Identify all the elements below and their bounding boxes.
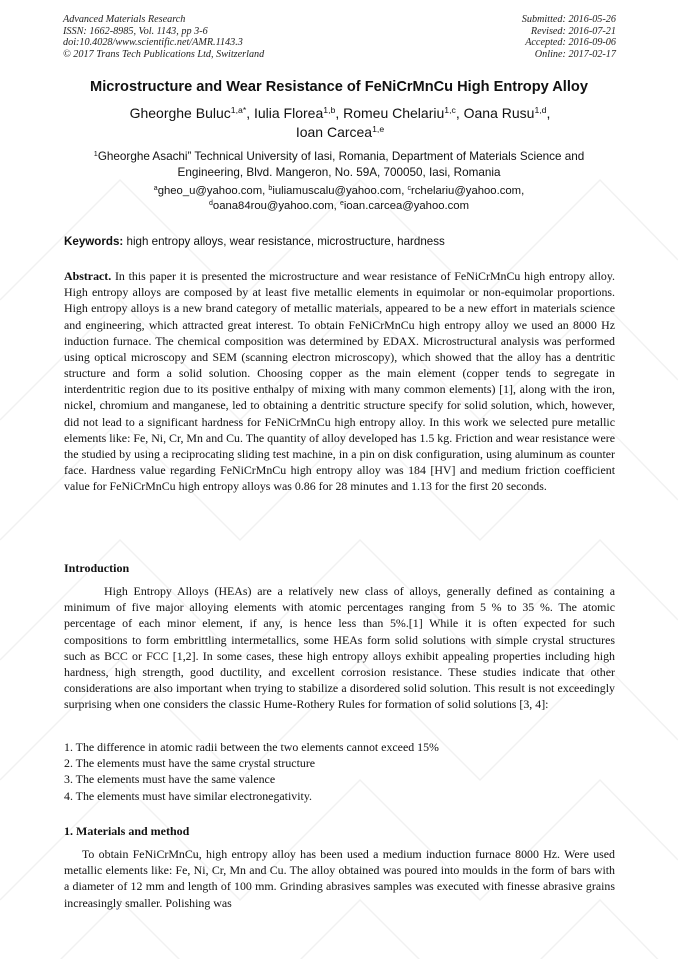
author: Iulia Florea$^{1,b}$, — [253, 105, 344, 121]
list-item: 4. The elements must have similar electronegativity. — [64, 788, 312, 803]
email-link[interactable]: $^e$ioan.carcea@yahoo.com — [339, 199, 469, 212]
keywords-text: high entropy alloys, wear resistance, microstructure, hardness — [126, 235, 445, 248]
email-link[interactable]: $^c$rchelariu@yahoo.com — [407, 185, 522, 197]
section-heading-materials-method: 1. Materials and method — [64, 824, 190, 838]
section-heading-introduction: Introduction — [64, 561, 130, 575]
author: Oana Rusu$^{1,d}$, — [463, 105, 551, 121]
keywords-label: Keywords: — [64, 235, 124, 248]
accepted-date: Accepted: 2016-09-06 — [525, 37, 616, 49]
materials-method-paragraph: To obtain FeNiCrMnCu, high entropy alloy has been used a medium induction furnace 8000 Hz. Were used metallic elements like: Fe, Ni, Cr, Mn and Cu. The alloy obtained was poured into moulds in the form of bars with a diameter of 12 mm and length of 100 mm. Grinding abrasives samples was executed with finesse abrasive grains increasingly smaller. Polishing was — [64, 847, 615, 910]
paper-title: Microstructure and Wear Resistance of FeNiCrMnCu High Entropy Alloy — [90, 79, 588, 95]
publication-dates — [522, 14, 616, 60]
author: Romeu Chelariu$^{1,c}$, — [343, 105, 464, 121]
revised-date: Revised: 2016-07-21 — [530, 25, 616, 37]
author: Ioan Carcea$^{1,e}$ — [295, 124, 385, 140]
author-list — [60, 104, 620, 142]
email-link[interactable]: $^b$iuliamuscalu@yahoo.com — [268, 185, 402, 197]
journal-info — [63, 14, 264, 60]
copyright-line: © 2017 Trans Tech Publications Ltd, Switzerland — [63, 48, 265, 60]
email-link[interactable]: $^a$gheo_u@yahoo.com — [153, 185, 263, 197]
journal-name: Advanced Materials Research — [63, 14, 186, 25]
online-date: Online: 2017-02-17 — [534, 48, 616, 60]
affiliation: $^1$Gheorghe Asachi” Technical University of Iasi, Romania, Department of Materials Science and Engineering, Blvd. Mangeron, No. 59A, 700050, Iasi, Romania — [93, 149, 585, 179]
doi-line: doi:10.4028/www.scientific.net/AMR.1143.3 — [63, 37, 243, 49]
hume-rothery-rules — [64, 739, 615, 804]
abstract-text: In this paper it is presented the microstructure and wear resistance of FeNiCrMnCu high entropy alloy. High entropy alloys are composed by at least five metallic elements in equimolar or non-equimolar proportions. High entropy alloys is a new brand category of metallic materials, appeared to be a new effort in materials science and engineering, which attracted great interest. To obtain FeNiCrMnCu high entropy alloy we used an 8000 Hz induction furnace. The chemical composition was determined by EDAX. Microstructural analysis was performed using optical microscopy and SEM (scanning electron microscopy), which showed that the alloy has a dentritic structure and form a solid solution. Choosing copper as the main element (copper tends to segregate in interdentritic region due to its positive enthalpy of mixing with many common elements) [1], along with the iron, nickel, chromium and manganese, led to obtaining a dentritic structure specify for solid solution, which, however, did not lead to a significant hardness for FeNiCrMnCu high entropy alloy. In this work we selected pure metallic elements like: Fe, Ni, Cr, Mn and Cu. The quantity of alloy developed has 1.5 kg. Friction and wear resistance were the studied by using a reciprocating sliding test machine, in a pin on disk configuration, using aluminum as counter face. Hardness value regarding FeNiCrMnCu high entropy alloy was 184 [HV] and medium friction coefficient value for FeNiCrMnCu high entropy alloys was 0.86 for 28 minutes and 1.13 for the first 20 seconds. — [64, 269, 615, 494]
abstract-label: Abstract. — [64, 269, 112, 283]
introduction-paragraph: High Entropy Alloys (HEAs) are a relatively new class of alloys, generally defined as containing a minimum of five major alloying elements with atomic percentages ranging from 5 % to 35 %. The atomic percentage of each minor element, if any, is hence less than 5%.[1] While it is often expected for such compositions to form embrittling intermetallics, some HEAs form solid solutions with simple crystal structures such as BCC or FCC [1,2]. In some cases, these high entropy alloys exhibit appealing properties including high hardness, high strength, good ductility, and excellent corrosion resistance. These studies indicate that other considerations are also important when trying to stabilize a disordered solid solution. This result is not exceedingly surprising when one considers the classic Hume-Rothery Rules for formation of solid solutions [3, 4]: — [64, 584, 615, 712]
list-item: 2. The elements must have the same crystal structure — [64, 756, 316, 771]
abstract — [64, 268, 615, 494]
list-item: 3. The elements must have the same valence — [64, 772, 276, 787]
email-link[interactable]: $^d$oana84rou@yahoo.com — [209, 199, 334, 212]
author-emails: $^a$gheo_u@yahoo.com, $^b$iuliamuscalu@yahoo.com, $^c$rchelariu@yahoo.com, $^d$oana84rou@yahoo.com, $^e$ioan.carcea@yahoo.com — [153, 185, 525, 212]
issn-line: ISSN: 1662-8985, Vol. 1143, pp 3-6 — [63, 25, 208, 37]
keywords — [64, 235, 616, 248]
author: Gheorghe Buluc$^{1,a*}$, — [129, 105, 254, 121]
list-item: 1. The difference in atomic radii between the two elements cannot exceed 15% — [64, 740, 439, 754]
submitted-date: Submitted: 2016-05-26 — [521, 14, 616, 25]
